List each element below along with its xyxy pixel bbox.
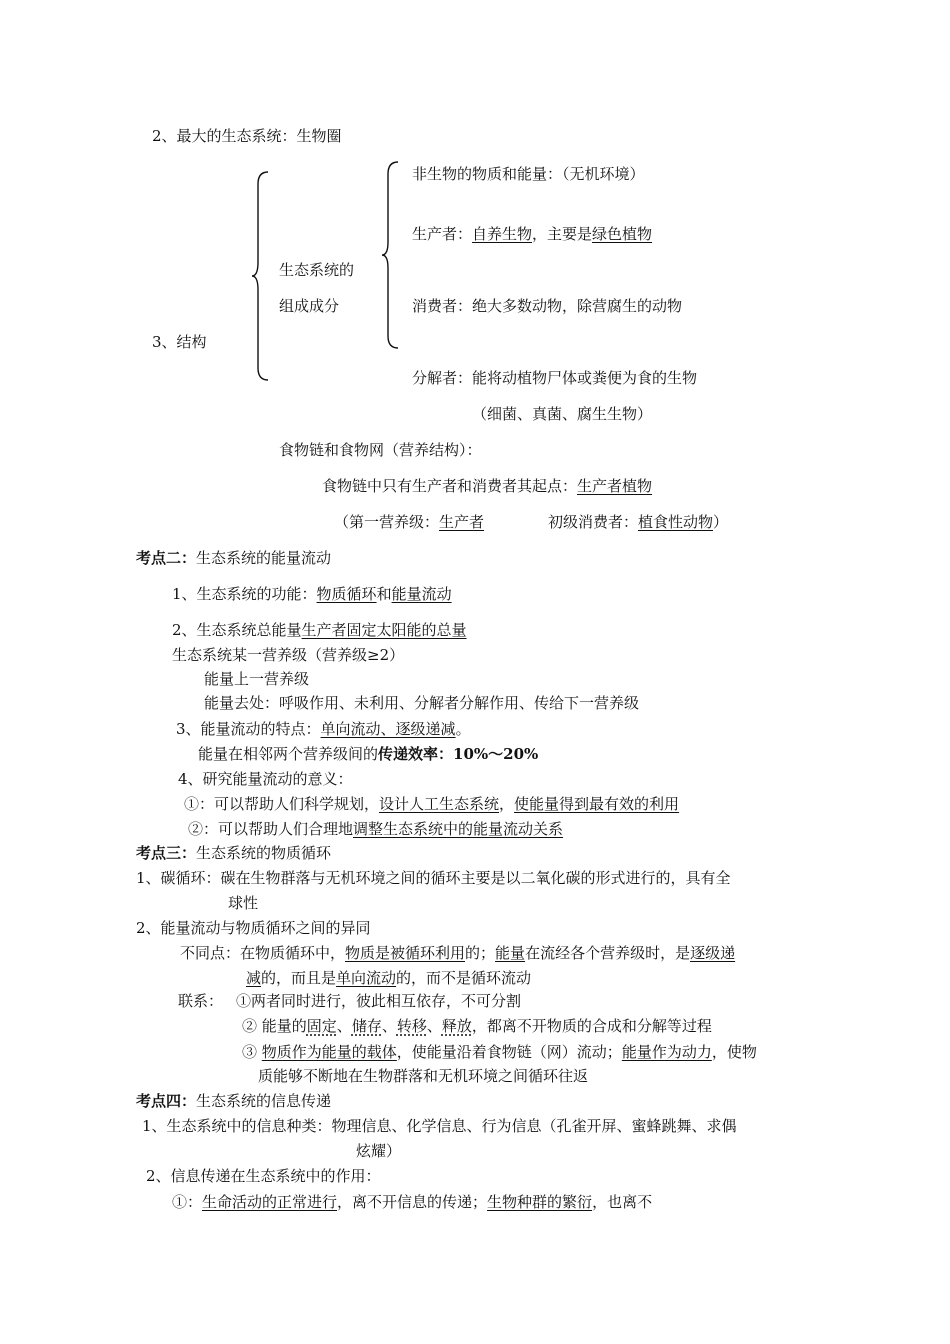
section4-heading: 考点四：生态系统的信息传递 bbox=[136, 1092, 332, 1110]
trophic-level-energy-line: 生态系统某一营养级（营养级≥2） bbox=[172, 646, 405, 664]
consumer-line: 消费者：绝大多数动物，除营腐生的动物 bbox=[412, 297, 683, 315]
connection-item-3-line-2: 质能够不断地在生物群落和无机环境之间循环往返 bbox=[258, 1067, 589, 1085]
section2-heading: 考点二：生态系统的能量流动 bbox=[136, 549, 332, 567]
difference-line-2: 减的，而且是单向流动的，而不是循环流动 bbox=[246, 969, 532, 987]
ecosystem-function-line: 1、生态系统的功能：物质循环和能量流动 bbox=[172, 585, 452, 603]
connection-item-3: ③ 物质作为能量的载体，使能量沿着食物链（网）流动；能量作为动力，使物 bbox=[242, 1043, 757, 1061]
foodweb-line: 食物链和食物网（营养结构）： bbox=[279, 441, 482, 459]
composition-label-2: 组成成分 bbox=[279, 297, 340, 315]
biggest-ecosystem-line: 2、最大的生态系统：生物圈 bbox=[152, 127, 342, 145]
information-types-line-2: 炫耀） bbox=[356, 1142, 402, 1160]
connection-label: 联系： bbox=[178, 992, 224, 1010]
transfer-efficiency-line: 能量在相邻两个营养级间的传递效率：10%～20% bbox=[198, 745, 539, 763]
composition-label-1: 生态系统的 bbox=[279, 261, 355, 279]
trophic-level-line: （第一营养级：生产者 bbox=[334, 513, 485, 531]
decomposer-examples: （细菌、真菌、腐生生物） bbox=[472, 405, 653, 423]
information-role-title: 2、信息传递在生态系统中的作用： bbox=[146, 1167, 381, 1185]
energy-source-line: 能量上一营养级 bbox=[204, 670, 310, 688]
structure-label: 3、结构 bbox=[152, 333, 207, 351]
total-energy-line: 2、生态系统总能量生产者固定太阳能的总量 bbox=[172, 621, 467, 639]
primary-consumer-line: 初级消费者：植食性动物） bbox=[548, 513, 729, 531]
producer-line: 生产者：自养生物，主要是绿色植物 bbox=[412, 225, 653, 243]
energy-flow-features: 3、能量流动的特点：单向流动、逐级递减。 bbox=[176, 720, 471, 738]
carbon-cycle-line-1: 1、碳循环：碳在生物群落与无机环境之间的循环主要是以二氧化碳的形式进行的，具有全 bbox=[136, 869, 731, 887]
foodchain-line: 食物链中只有生产者和消费者其起点：生产者植物 bbox=[322, 477, 653, 495]
connection-item-2: ② 能量的固定、储存、转移、释放，都离不开物质的合成和分解等过程 bbox=[242, 1017, 712, 1035]
nonbiological-component: 非生物的物质和能量：（无机环境） bbox=[412, 165, 645, 183]
energy-flow-meaning-title: 4、研究能量流动的意义： bbox=[178, 770, 353, 788]
outer-brace bbox=[252, 170, 272, 382]
information-types-line-1: 1、生态系统中的信息种类：物理信息、化学信息、行为信息（孔雀开屏、蜜蜂跳舞、求偶 bbox=[142, 1117, 737, 1135]
difference-line-1: 不同点：在物质循环中，物质是被循环利用的；能量在流经各个营养级时，是逐级递 bbox=[180, 944, 736, 962]
carbon-cycle-line-2: 球性 bbox=[228, 894, 259, 912]
energy-destination-line: 能量去处：呼吸作用、未利用、分解者分解作用、传给下一营养级 bbox=[204, 694, 640, 712]
inner-brace bbox=[382, 160, 402, 350]
section3-heading: 考点三：生态系统的物质循环 bbox=[136, 844, 332, 862]
information-role-item-1: ①：生命活动的正常进行，离不开信息的传递；生物种群的繁衍，也离不 bbox=[172, 1193, 653, 1211]
meaning-item-2: ②：可以帮助人们合理地调整生态系统中的能量流动关系 bbox=[188, 820, 564, 838]
decomposer-line: 分解者：能将动植物尸体或粪便为食的生物 bbox=[412, 369, 698, 387]
connection-item-1: ①两者同时进行，彼此相互依存，不可分割 bbox=[236, 992, 522, 1010]
meaning-item-1: ①：可以帮助人们科学规划，设计人工生态系统，使能量得到最有效的利用 bbox=[184, 795, 680, 813]
similarities-differences-title: 2、能量流动与物质循环之间的异同 bbox=[136, 919, 371, 937]
